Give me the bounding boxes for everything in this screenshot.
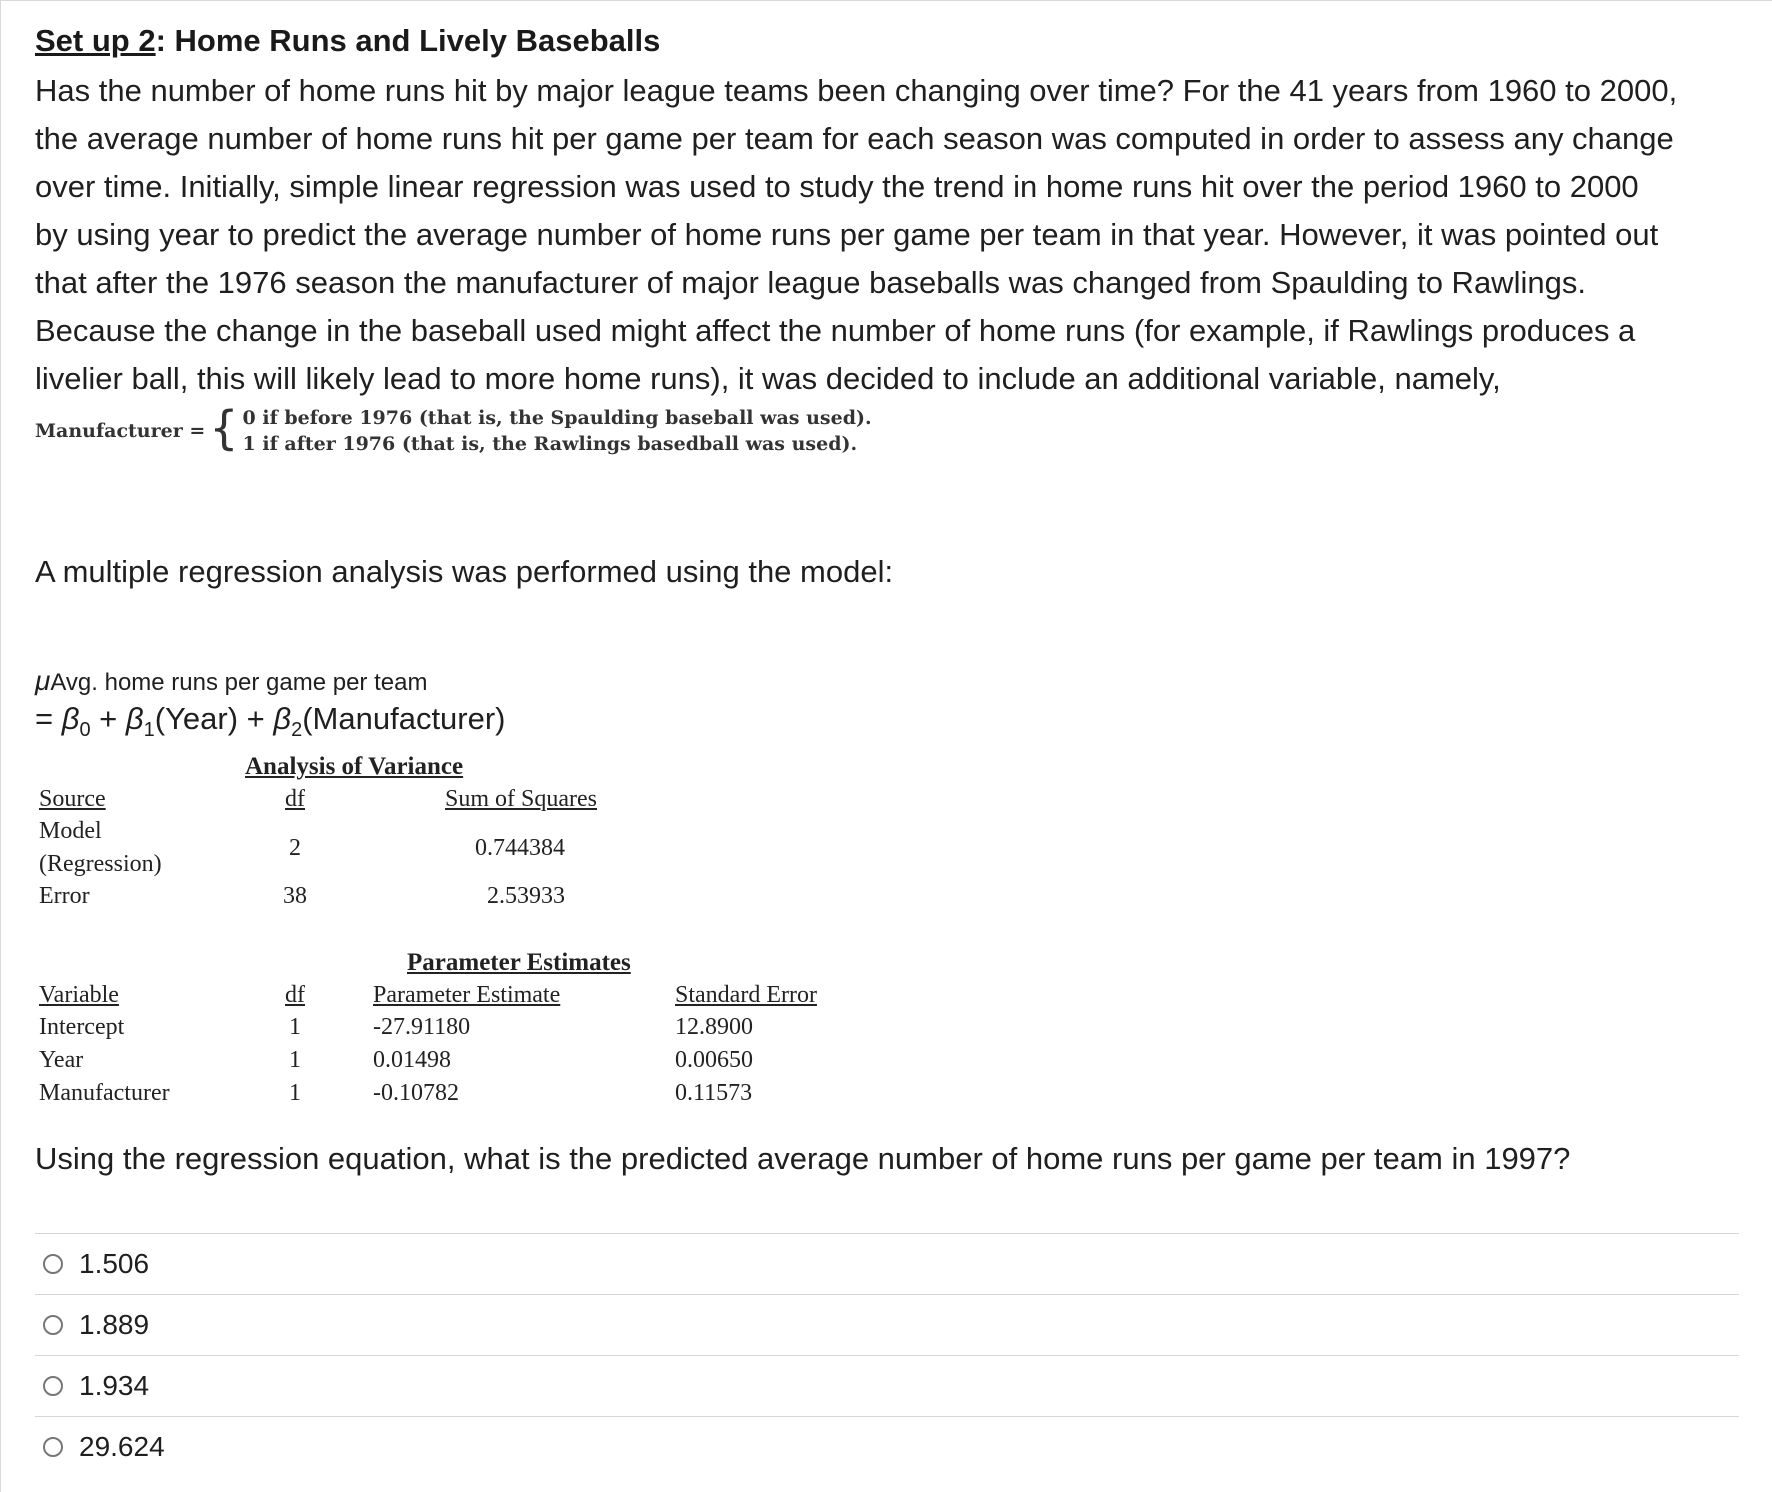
intro-line: Has the number of home runs hit by major league teams been changing over time? For the 41 years from 1960 to 2000, xyxy=(35,73,1678,108)
answer-option-label: 1.506 xyxy=(79,1248,150,1279)
estimates-variable: Year xyxy=(39,1047,84,1073)
brace-symbol: { xyxy=(209,401,239,455)
estimates-df: 1 xyxy=(289,1047,301,1073)
setup-title xyxy=(35,23,660,59)
intro-paragraph xyxy=(35,67,1735,403)
answer-option-label: 29.624 xyxy=(79,1431,165,1462)
answer-option-label: 1.934 xyxy=(79,1370,150,1401)
anova-ss: 2.53933 xyxy=(487,883,565,909)
manufacturer-case-1: 1 if after 1976 (that is, the Rawlings basedball was used). xyxy=(242,433,858,455)
estimates-title: Parameter Estimates xyxy=(407,949,631,976)
manufacturer-definition xyxy=(35,401,872,457)
answer-option[interactable] xyxy=(35,1416,1739,1477)
manufacturer-cases xyxy=(243,405,872,457)
anova-df: 2 xyxy=(289,835,301,861)
model-response xyxy=(35,665,427,697)
intro-line: over time. Initially, simple linear regression was used to study the trend in home runs hit over the period 1960 to 2000 xyxy=(35,169,1639,204)
question-text: Using the regression equation, what is the predicted average number of home runs per game per team in 1997? xyxy=(35,1141,1571,1176)
anova-source: (Regression) xyxy=(39,851,162,877)
setup-heading: : Home Runs and Lively Baseballs xyxy=(155,23,661,58)
radio-button[interactable] xyxy=(43,1254,63,1274)
intro-line: livelier ball, this will likely lead to more home runs), it was decided to include an additional variable, namely, xyxy=(35,361,1501,396)
beta-2-sub: 2 xyxy=(291,719,303,742)
answer-option[interactable] xyxy=(35,1233,1739,1294)
estimates-header-estimate: Parameter Estimate xyxy=(373,982,561,1008)
answer-option-label: 1.889 xyxy=(79,1309,150,1340)
intro-line: that after the 1976 season the manufacturer of major league baseballs was changed from Spaulding to Rawlings. xyxy=(35,265,1586,300)
estimates-se: 0.11573 xyxy=(675,1080,753,1106)
radio-button[interactable] xyxy=(43,1437,63,1457)
estimates-estimate: 0.01498 xyxy=(373,1047,451,1073)
eq-term-year: (Year) + xyxy=(154,701,274,736)
manufacturer-case-0: 0 if before 1976 (that is, the Spaulding baseball was used). xyxy=(242,407,872,429)
estimates-se: 0.00650 xyxy=(675,1047,753,1073)
intro-line: by using year to predict the average number of home runs per game per team in that year. However, it was pointed out xyxy=(35,217,1659,252)
eq-prefix: = xyxy=(35,701,62,736)
estimates-estimate: -27.91180 xyxy=(373,1014,471,1040)
answer-option[interactable] xyxy=(35,1294,1739,1355)
estimates-estimate: -0.10782 xyxy=(373,1080,459,1106)
anova-header-df: df xyxy=(285,786,305,812)
model-equation xyxy=(35,701,506,742)
estimates-header-variable: Variable xyxy=(39,982,119,1008)
intro-line: Because the change in the baseball used might affect the number of home runs (for example, if Rawlings produces a xyxy=(35,313,1636,348)
anova-source: Model xyxy=(39,818,102,844)
setup-label: Set up 2 xyxy=(35,23,156,58)
estimates-header-df: df xyxy=(285,982,305,1008)
anova-source: Error xyxy=(39,883,90,909)
mu-subscript: Avg. home runs per game per team xyxy=(50,669,428,696)
beta-0-sub: 0 xyxy=(79,719,91,742)
radio-button[interactable] xyxy=(43,1315,63,1335)
beta-1-sub: 1 xyxy=(143,719,155,742)
anova-header-ss: Sum of Squares xyxy=(445,786,597,812)
eq-term-manufacturer: (Manufacturer) xyxy=(302,701,506,736)
estimates-df: 1 xyxy=(289,1014,301,1040)
beta-0: β xyxy=(61,701,80,736)
manufacturer-label: Manufacturer = xyxy=(35,420,206,442)
radio-button[interactable] xyxy=(43,1376,63,1396)
beta-2: β xyxy=(273,701,292,736)
answer-options xyxy=(35,1233,1739,1477)
estimates-df: 1 xyxy=(289,1080,301,1106)
anova-title: Analysis of Variance xyxy=(245,753,464,780)
estimates-se: 12.8900 xyxy=(675,1014,753,1040)
beta-1: β xyxy=(125,701,144,736)
anova-df: 38 xyxy=(283,883,307,909)
estimates-variable: Intercept xyxy=(39,1014,125,1040)
answer-option[interactable] xyxy=(35,1355,1739,1416)
model-intro: A multiple regression analysis was performed using the model: xyxy=(35,554,894,589)
mu-symbol: μ xyxy=(35,665,51,696)
anova-ss: 0.744384 xyxy=(475,835,565,861)
intro-line: the average number of home runs hit per game per team for each season was computed in order to assess any change xyxy=(35,121,1674,156)
estimates-variable: Manufacturer xyxy=(39,1080,170,1106)
estimates-header-se: Standard Error xyxy=(675,982,817,1008)
eq-plus: + xyxy=(90,701,126,736)
anova-header-source: Source xyxy=(39,786,106,812)
